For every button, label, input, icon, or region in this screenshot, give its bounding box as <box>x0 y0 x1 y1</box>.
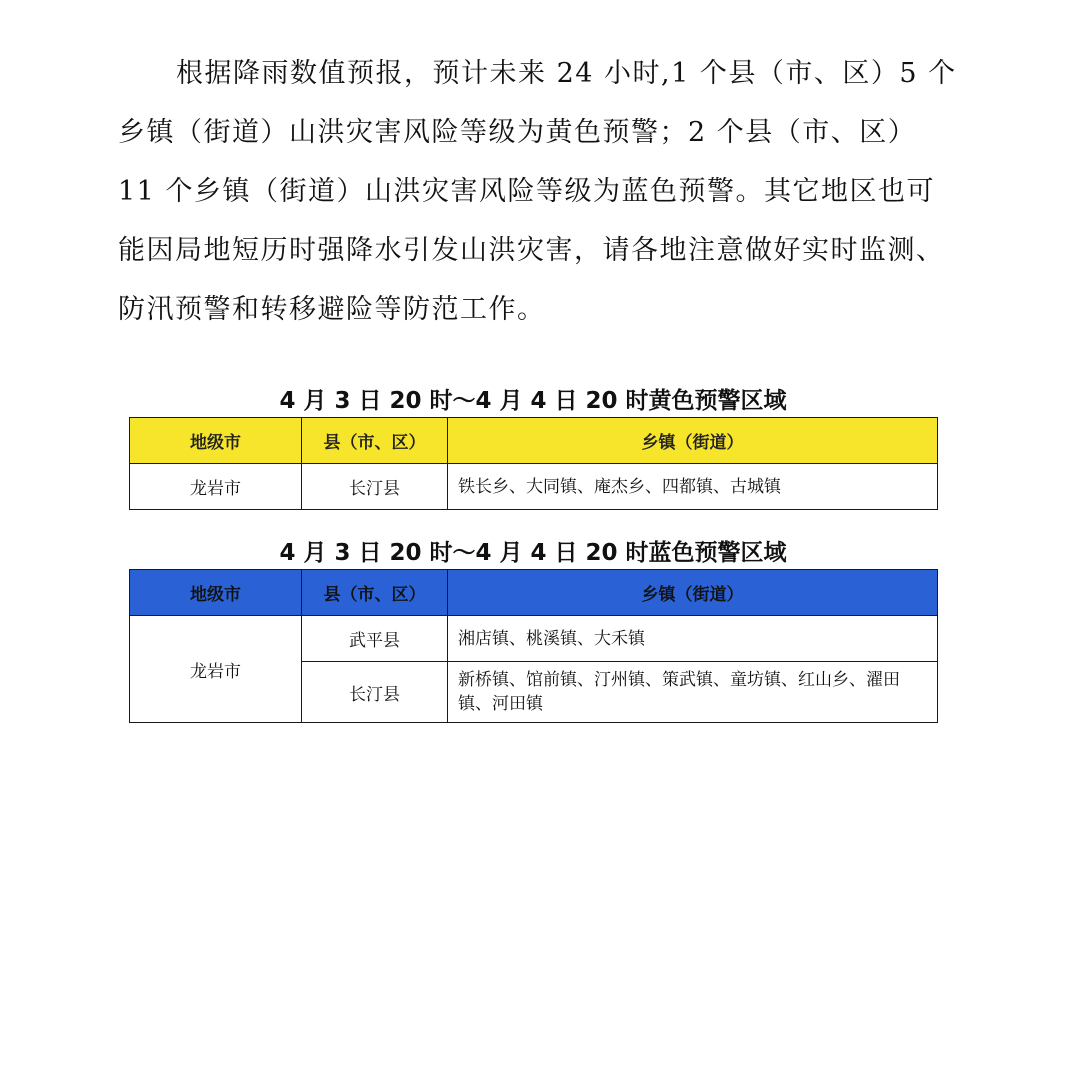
cell-county: 武平县 <box>302 616 448 662</box>
paragraph-line: 11 个乡镇（街道）山洪灾害风险等级为蓝色预警。其它地区也可 <box>118 176 935 207</box>
table-header-row <box>130 418 938 464</box>
header-county: 县（市、区） <box>302 418 448 464</box>
cell-city: 龙岩市 <box>130 464 302 510</box>
header-towns: 乡镇（街道） <box>448 570 938 616</box>
yellow-warning-table <box>129 417 938 510</box>
cell-county: 长汀县 <box>302 464 448 510</box>
paragraph-line: 防汛预警和转移避险等防范工作。 <box>118 294 546 325</box>
paragraph-line: 根据降雨数值预报，预计未来 24 小时,1 个县（市、区）5 个 <box>176 58 957 89</box>
header-city: 地级市 <box>130 418 302 464</box>
cell-towns: 铁长乡、大同镇、庵杰乡、四都镇、古城镇 <box>448 464 938 510</box>
header-county: 县（市、区） <box>302 570 448 616</box>
table-row <box>130 616 938 662</box>
header-towns: 乡镇（街道） <box>448 418 938 464</box>
blue-warning-table <box>129 569 938 723</box>
cell-city: 龙岩市 <box>130 616 302 723</box>
paragraph-line: 能因局地短历时强降水引发山洪灾害，请各地注意做好实时监测、 <box>118 235 945 266</box>
blue-warning-title: 4 月 3 日 20 时～4 月 4 日 20 时蓝色预警区域 <box>279 540 787 566</box>
forecast-paragraph <box>118 44 978 339</box>
cell-county: 长汀县 <box>302 662 448 723</box>
table-row <box>130 464 938 510</box>
paragraph-line: 乡镇（街道）山洪灾害风险等级为黄色预警；2 个县（市、区） <box>118 117 917 148</box>
header-city: 地级市 <box>130 570 302 616</box>
yellow-warning-title: 4 月 3 日 20 时～4 月 4 日 20 时黄色预警区域 <box>279 388 787 414</box>
cell-towns: 湘店镇、桃溪镇、大禾镇 <box>448 616 938 662</box>
cell-towns: 新桥镇、馆前镇、汀州镇、策武镇、童坊镇、红山乡、濯田镇、河田镇 <box>448 662 938 723</box>
table-header-row <box>130 570 938 616</box>
